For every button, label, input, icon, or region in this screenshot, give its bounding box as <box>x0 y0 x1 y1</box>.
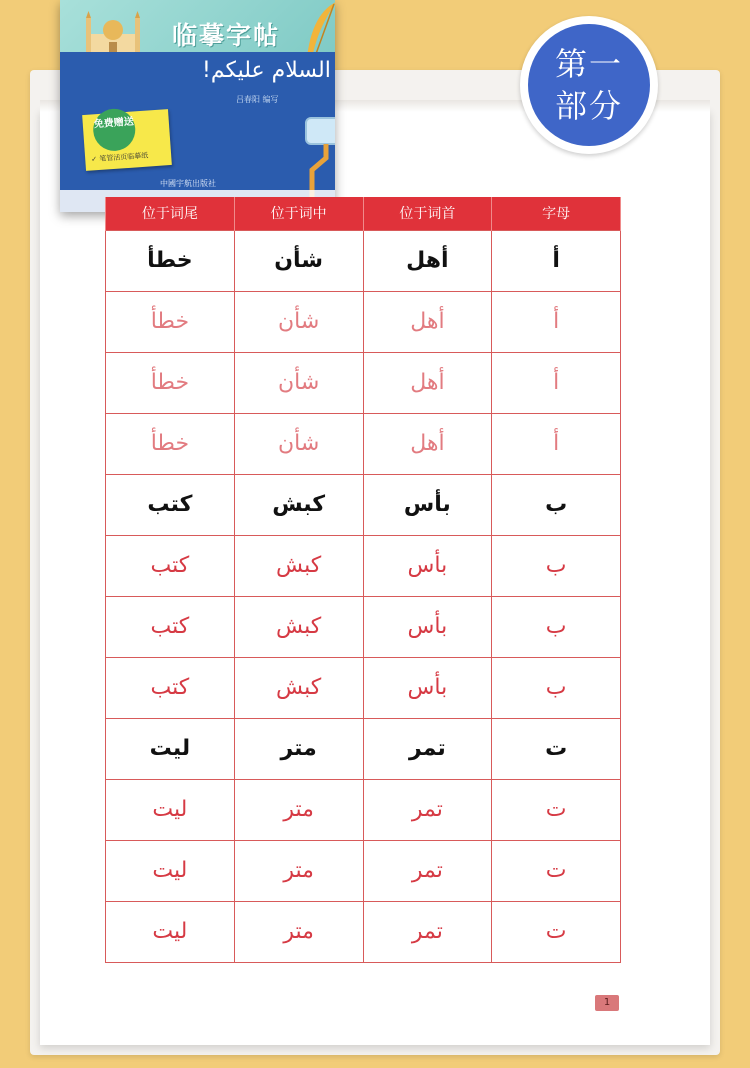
table-cell: متر <box>234 718 363 779</box>
table-cell: بأس <box>363 596 492 657</box>
table-cell: ت <box>492 840 621 901</box>
table-row <box>106 596 621 657</box>
table-row <box>106 230 621 291</box>
table-cell: بأس <box>363 474 492 535</box>
table-row <box>106 901 621 962</box>
table-cell: خطأ <box>106 230 235 291</box>
sticky-note-text: ✓ 笔管活页临摹纸 <box>90 151 149 164</box>
table-row <box>106 291 621 352</box>
table-row <box>106 352 621 413</box>
table-cell: ت <box>492 779 621 840</box>
table-cell: شأن <box>234 413 363 474</box>
table-cell: ليت <box>106 718 235 779</box>
table-cell: كتب <box>106 657 235 718</box>
letter-practice-table <box>105 197 621 963</box>
table-cell: أهل <box>363 291 492 352</box>
table-cell: ب <box>492 657 621 718</box>
table-cell: شأن <box>234 230 363 291</box>
table-row <box>106 779 621 840</box>
table-cell: ليت <box>106 901 235 962</box>
table-cell: أهل <box>363 230 492 291</box>
table-row <box>106 657 621 718</box>
table-cell: خطأ <box>106 291 235 352</box>
table-row <box>106 840 621 901</box>
table-cell: بأس <box>363 657 492 718</box>
book-cover <box>60 0 335 212</box>
table-cell: كتب <box>106 474 235 535</box>
table-cell: ليت <box>106 840 235 901</box>
table-cell: شأن <box>234 291 363 352</box>
table-cell: تمر <box>363 840 492 901</box>
cover-publisher: 中國宇航出版社 <box>160 179 216 188</box>
table-cell: شأن <box>234 352 363 413</box>
table-cell: أهل <box>363 352 492 413</box>
table-cell: بأس <box>363 535 492 596</box>
section-badge-circle <box>528 24 650 146</box>
table-cell: أ <box>492 352 621 413</box>
table-cell: ت <box>492 901 621 962</box>
page-number: 1 <box>595 995 619 1011</box>
table-row <box>106 535 621 596</box>
table-cell: كبش <box>234 535 363 596</box>
header-letter: 字母 <box>492 197 621 230</box>
table-cell: ليت <box>106 779 235 840</box>
table-cell: ت <box>492 718 621 779</box>
table-header-row <box>106 197 621 230</box>
cover-arabic-greeting: السلام عليكم! <box>202 58 331 83</box>
table-cell: كبش <box>234 657 363 718</box>
table-cell: خطأ <box>106 413 235 474</box>
table-cell: ب <box>492 474 621 535</box>
section-badge <box>520 16 658 154</box>
table-cell: كبش <box>234 474 363 535</box>
table-cell: أ <box>492 230 621 291</box>
table-row <box>106 413 621 474</box>
cover-title: 临摹字帖 <box>172 21 281 50</box>
table-cell: متر <box>234 901 363 962</box>
header-word-medial: 位于词中 <box>234 197 363 230</box>
table-cell: متر <box>234 840 363 901</box>
table-cell: أهل <box>363 413 492 474</box>
table-row <box>106 718 621 779</box>
table-cell: تمر <box>363 718 492 779</box>
section-badge-line2: 部分 <box>554 87 623 125</box>
table-cell: ب <box>492 535 621 596</box>
table-row <box>106 474 621 535</box>
section-badge-line1: 第一 <box>554 45 623 83</box>
table-cell: تمر <box>363 901 492 962</box>
sticky-note <box>82 109 172 171</box>
table-cell: كبش <box>234 596 363 657</box>
free-gift-badge: 免费赠送 <box>92 107 137 152</box>
header-word-initial: 位于词首 <box>363 197 492 230</box>
table-cell: تمر <box>363 779 492 840</box>
table-cell: ب <box>492 596 621 657</box>
table-cell: كتب <box>106 596 235 657</box>
table-cell: أ <box>492 413 621 474</box>
cover-author: 吕春阳 编写 <box>236 95 279 104</box>
table-cell: خطأ <box>106 352 235 413</box>
table-cell: أ <box>492 291 621 352</box>
header-word-final: 位于词尾 <box>106 197 235 230</box>
table-cell: كتب <box>106 535 235 596</box>
mosque-icon <box>82 8 144 54</box>
table-cell: متر <box>234 779 363 840</box>
